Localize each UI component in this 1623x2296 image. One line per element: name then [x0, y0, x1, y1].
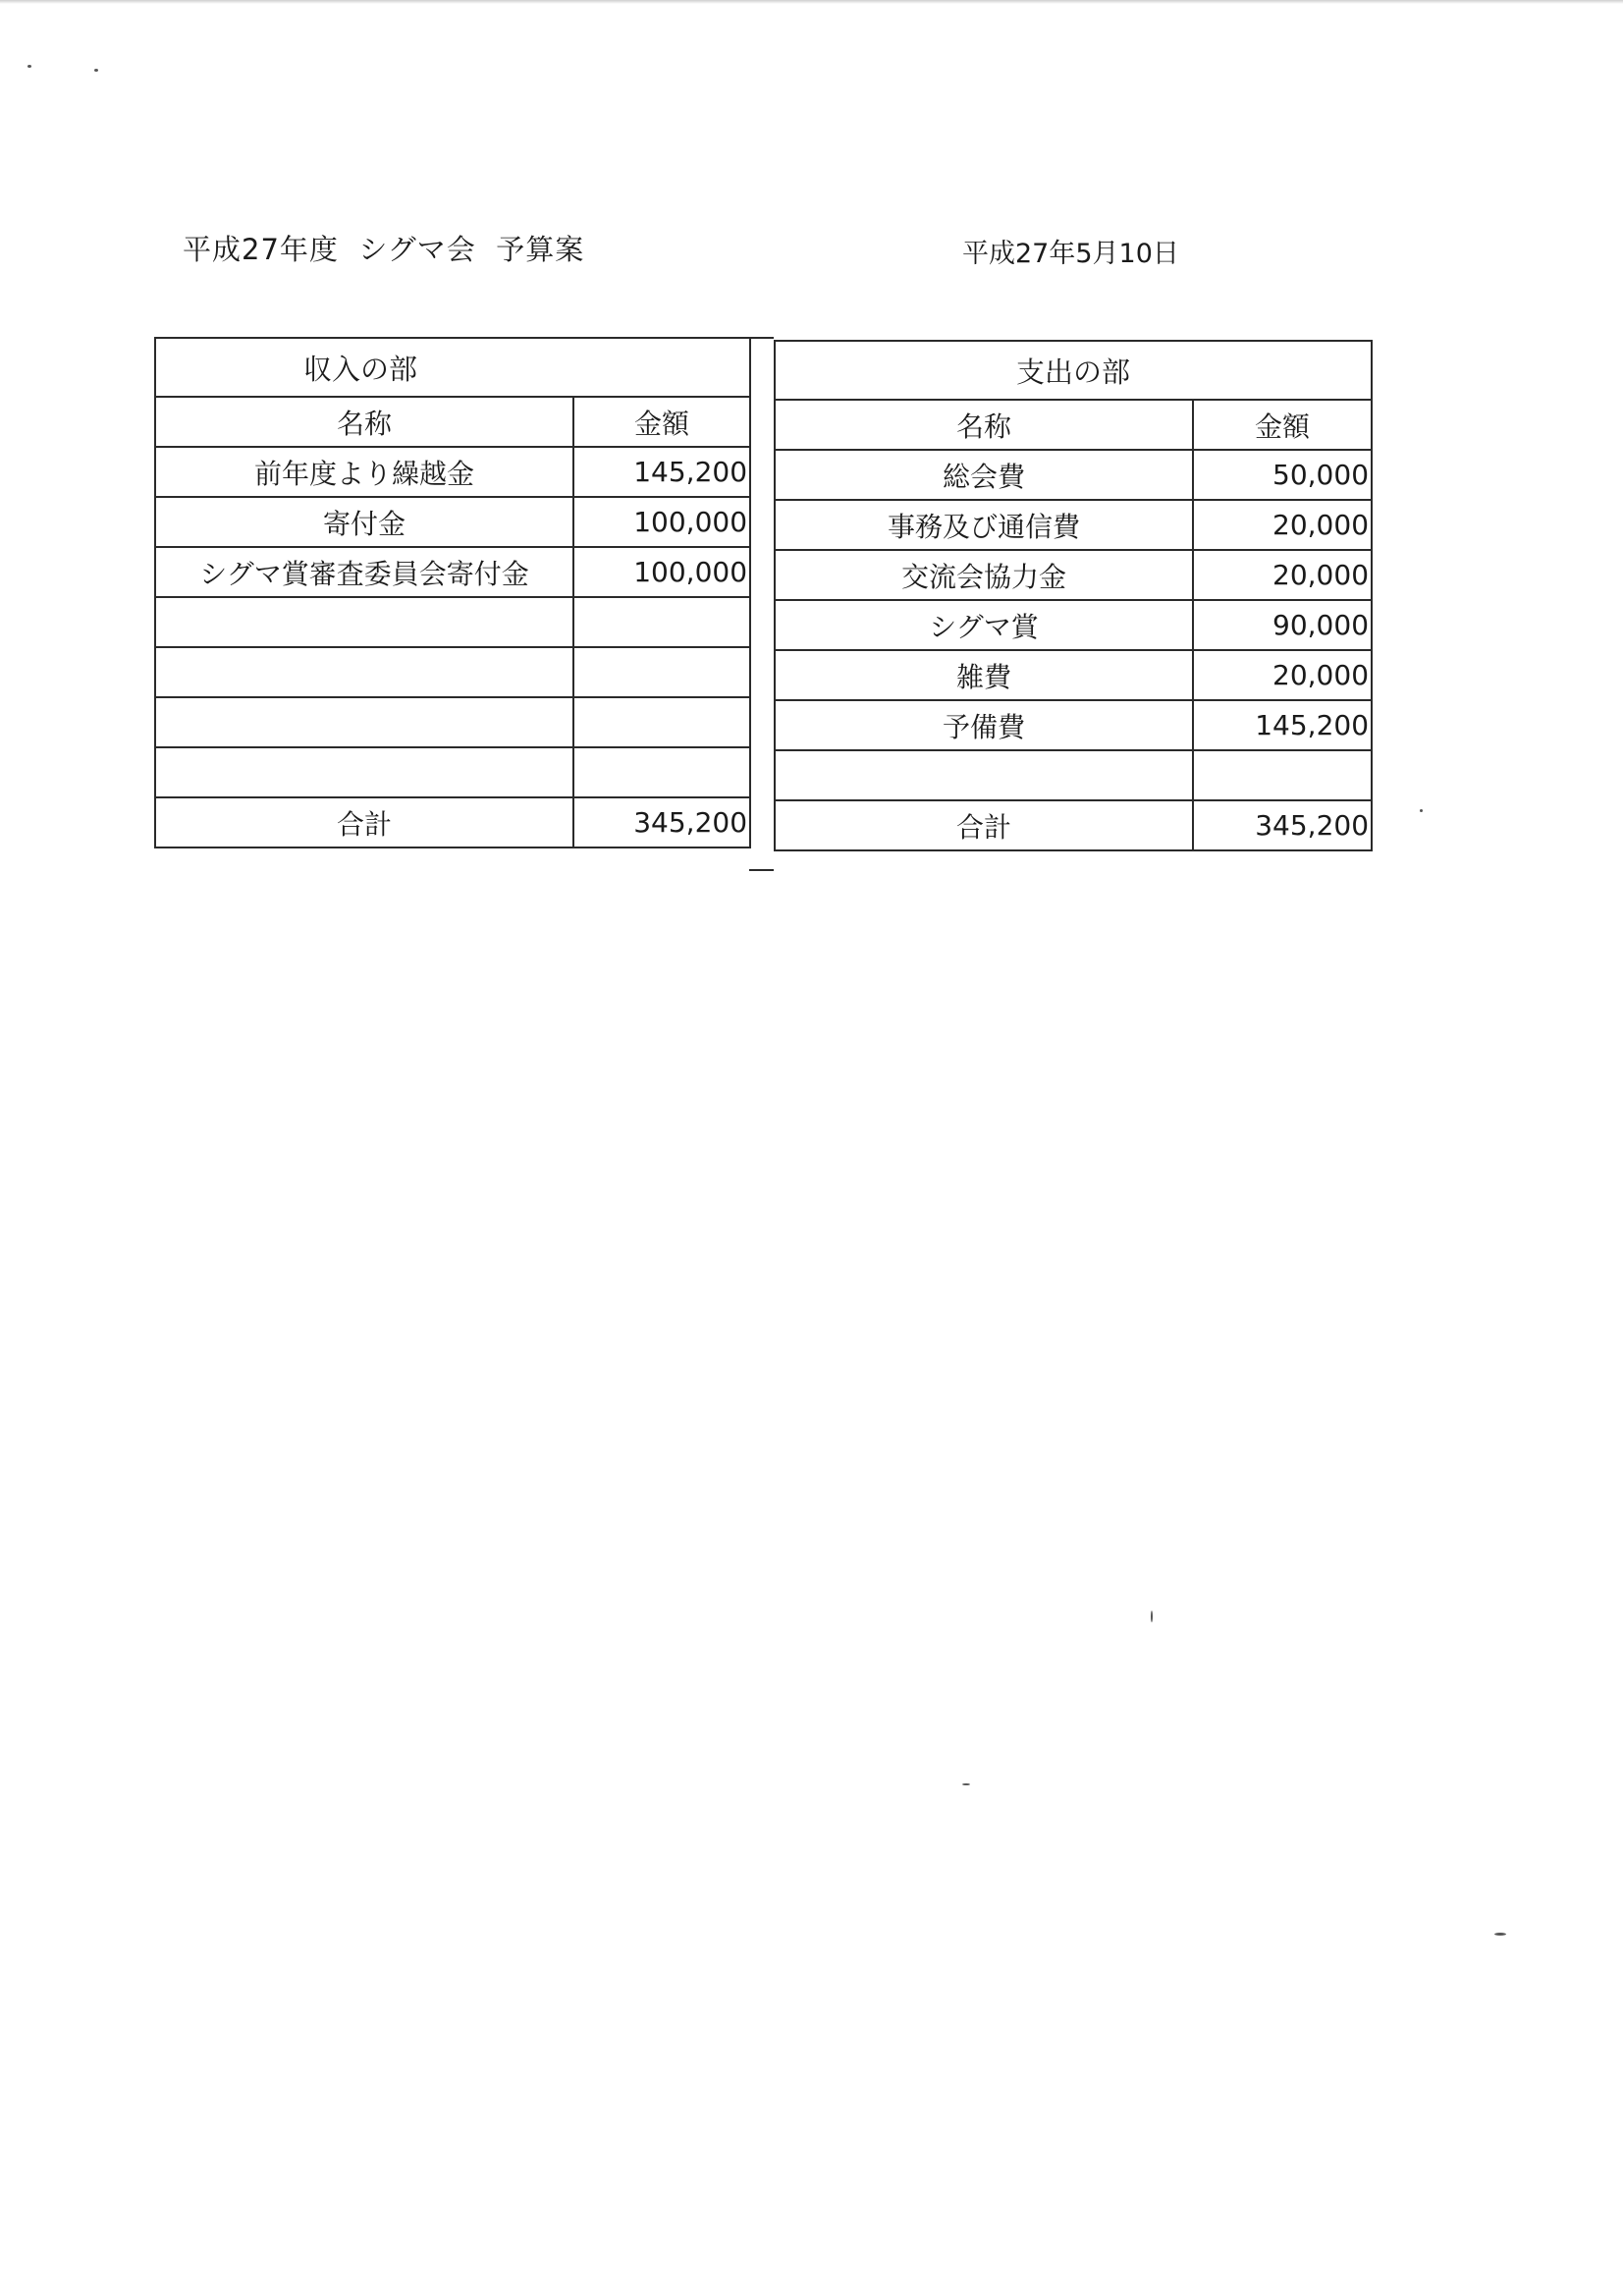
expense-item-name: 交流会協力金: [775, 550, 1193, 600]
expense-table: [774, 340, 1373, 851]
table-row: [775, 700, 1372, 750]
income-item-amount: [573, 597, 750, 647]
expense-item-name: 総会費: [775, 450, 1193, 500]
document-date: 平成27年5月10日: [962, 239, 1179, 269]
table-row: [155, 697, 750, 747]
income-item-amount: [573, 697, 750, 747]
income-total-row: [155, 797, 750, 847]
scan-speck: [962, 1783, 970, 1785]
income-column-headers: [155, 397, 750, 447]
income-item-name: [155, 597, 573, 647]
table-row: [155, 497, 750, 547]
table-row: [155, 747, 750, 797]
scan-speck: [1420, 809, 1423, 812]
scan-speck: [27, 65, 31, 68]
income-item-name: [155, 647, 573, 697]
income-table: [154, 337, 751, 848]
income-col-name: 名称: [155, 397, 573, 447]
income-item-amount: 100,000: [573, 497, 750, 547]
scan-top-edge: [0, 0, 1623, 4]
table-row: [775, 500, 1372, 550]
income-item-amount: [573, 647, 750, 697]
expense-item-amount: 50,000: [1193, 450, 1372, 500]
income-item-name: シグマ賞審査委員会寄付金: [155, 547, 573, 597]
income-item-name: [155, 697, 573, 747]
expense-item-amount: 20,000: [1193, 550, 1372, 600]
income-item-amount: [573, 747, 750, 797]
expense-total-row: [775, 800, 1372, 850]
table-row: [775, 600, 1372, 650]
income-section-header: [155, 338, 750, 397]
table-row: [775, 750, 1372, 800]
income-section-title: 収入の部: [155, 338, 750, 397]
table-divider: [749, 337, 774, 871]
expense-col-name: 名称: [775, 400, 1193, 450]
expense-item-name: 予備費: [775, 700, 1193, 750]
income-item-name: 寄付金: [155, 497, 573, 547]
expense-item-name: シグマ賞: [775, 600, 1193, 650]
expense-item-name: [775, 750, 1193, 800]
table-row: [775, 550, 1372, 600]
expense-item-name: 事務及び通信費: [775, 500, 1193, 550]
table-row: [155, 547, 750, 597]
income-item-name: [155, 747, 573, 797]
table-row: [775, 650, 1372, 700]
expense-col-amount: 金額: [1193, 400, 1372, 450]
expense-item-amount: 20,000: [1193, 500, 1372, 550]
income-item-name: 前年度より繰越金: [155, 447, 573, 497]
income-item-amount: 100,000: [573, 547, 750, 597]
expense-item-amount: 20,000: [1193, 650, 1372, 700]
document-title: 平成27年度 シグマ会 予算案: [183, 233, 585, 266]
scan-speck: [1151, 1611, 1153, 1622]
table-row: [155, 597, 750, 647]
income-item-amount: 145,200: [573, 447, 750, 497]
income-col-amount: 金額: [573, 397, 750, 447]
expense-item-amount: [1193, 750, 1372, 800]
table-row: [155, 647, 750, 697]
table-row: [775, 450, 1372, 500]
expense-item-amount: 145,200: [1193, 700, 1372, 750]
expense-total-amount: 345,200: [1193, 800, 1372, 850]
table-row: [155, 447, 750, 497]
scan-speck: [94, 69, 98, 72]
scan-speck: [1494, 1933, 1506, 1936]
income-total-label: 合計: [155, 797, 573, 847]
expense-section-title: 支出の部: [775, 341, 1372, 400]
expense-item-name: 雑費: [775, 650, 1193, 700]
expense-item-amount: 90,000: [1193, 600, 1372, 650]
income-total-amount: 345,200: [573, 797, 750, 847]
expense-column-headers: [775, 400, 1372, 450]
expense-total-label: 合計: [775, 800, 1193, 850]
expense-section-header: [775, 341, 1372, 400]
